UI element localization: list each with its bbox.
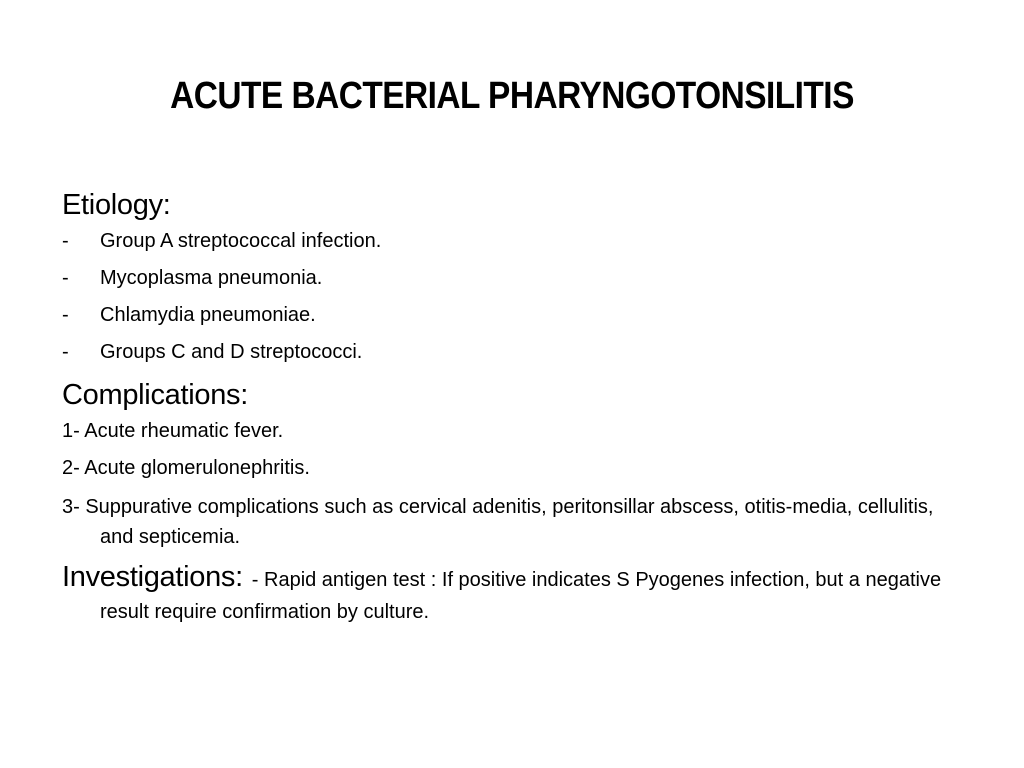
- complication-item: 3- Suppurative complications such as cervical adenitis, peritonsillar abscess, otitis-media, cellulitis, and septicemia.: [62, 496, 934, 548]
- dash-bullet: -: [62, 304, 69, 326]
- dash-bullet: -: [62, 230, 69, 252]
- etiology-item: [62, 339, 962, 365]
- slide-body: [62, 186, 962, 628]
- etiology-heading: Etiology:: [62, 189, 171, 221]
- etiology-item-text: Group A streptococcal infection.: [100, 230, 382, 252]
- investigations-paragraph: [62, 558, 962, 628]
- etiology-item: [62, 265, 962, 291]
- etiology-item-text: Chlamydia pneumoniae.: [100, 304, 316, 326]
- etiology-item-text: Groups C and D streptococci.: [100, 341, 363, 363]
- investigations-heading: Investigations:: [62, 561, 243, 593]
- investigations-text: - Rapid antigen test : If positive indicates S Pyogenes infection, but a negative result require confirmation by culture.: [100, 569, 942, 623]
- etiology-item: [62, 228, 962, 254]
- etiology-list: [62, 228, 962, 365]
- etiology-item: [62, 302, 962, 328]
- dash-bullet: -: [62, 341, 69, 363]
- complication-item: 1- Acute rheumatic fever.: [62, 420, 284, 442]
- etiology-item-text: Mycoplasma pneumonia.: [100, 267, 323, 289]
- slide-title: ACUTE BACTERIAL PHARYNGOTONSILITIS: [170, 75, 854, 117]
- dash-bullet: -: [62, 267, 69, 289]
- complication-item: 2- Acute glomerulonephritis.: [62, 457, 310, 479]
- complications-heading: Complications:: [62, 379, 248, 411]
